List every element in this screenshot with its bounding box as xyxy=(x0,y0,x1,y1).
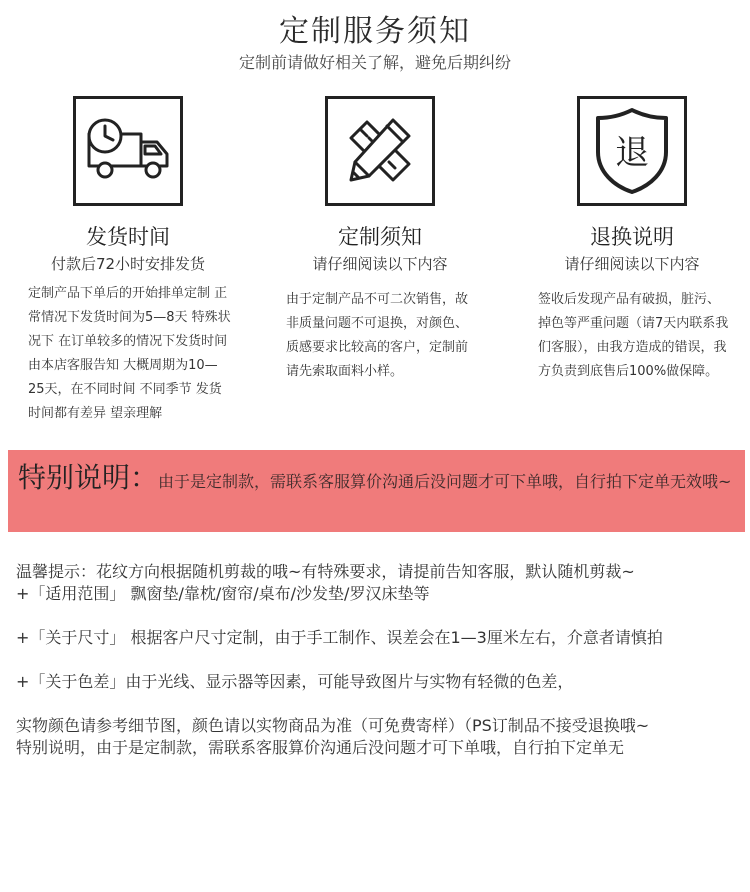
returns-subtitle: 请仔细阅读以下内容 xyxy=(564,255,700,273)
special-notice-banner xyxy=(8,450,745,532)
delivery-truck-clock-icon xyxy=(83,116,173,186)
page-subtitle: 定制前请做好相关了解，避免后期纠纷 xyxy=(238,53,511,72)
custom-subtitle: 请仔细阅读以下内容 xyxy=(312,255,448,273)
note-tip: 温馨提示：花纹方向根据随机剪裁的哦~有特殊要求，请提前告知客服，默认随机剪裁~ xyxy=(16,562,635,581)
special-notice-lead: 特别说明： xyxy=(18,461,159,494)
returns-title: 退换说明 xyxy=(590,225,674,249)
note-special-repeat: 特别说明，由于是定制款，需联系客服算价沟通后没问题才可下单哦，自行拍下定单无 xyxy=(16,738,625,757)
return-shield-icon xyxy=(592,106,672,196)
info-column-delivery xyxy=(8,96,248,426)
custom-title: 定制须知 xyxy=(338,225,422,249)
special-notice-text: 由于是定制款，需联系客服算价沟通后没问题才可下单哦，自行拍下定单无效哦~ xyxy=(158,472,732,491)
note-color: +「关于色差」由于光线、显示器等因素，可能导致图片与实物有轻微的色差， xyxy=(16,672,574,691)
return-glyph: 退 xyxy=(615,133,649,173)
note-size: +「关于尺寸」 根据客户尺寸定制，由于手工制作、误差会在1—3厘米左右，介意者请慎拍 xyxy=(16,628,663,647)
notes-section xyxy=(16,561,742,759)
custom-body: 由于定制产品不可二次销售，故非质量问题不可退换，对颜色、质感要求比较高的客户，定制前请先索取面料小样。 xyxy=(286,292,469,379)
note-scope: +「适用范围」 飘窗垫/靠枕/窗帘/桌布/沙发垫/罗汉床垫等 xyxy=(16,584,430,603)
note-real-color: 实物颜色请参考细节图，颜色请以实物商品为准（可免费寄样）（PS订制品不接受退换哦~ xyxy=(16,716,650,735)
page-title: 定制服务须知 xyxy=(279,14,471,49)
delivery-body: 定制产品下单后的开始排单定制 正常情况下发货时间为5—8天 特殊状况下 在订单较多的情况下发货时间由本店客服告知 大概周期为10—25天，在不同时间 不同季节 发货时间都有差异 望亲理解 xyxy=(28,286,231,421)
delivery-title: 发货时间 xyxy=(86,225,170,249)
custom-icon-box xyxy=(325,96,435,206)
returns-body: 签收后发现产品有破损，脏污、掉色等严重问题（请7天内联系我们客服），由我方造成的错误，我方负责到底售后100%做保障。 xyxy=(538,292,729,379)
delivery-subtitle: 付款后72小时安排发货 xyxy=(50,255,206,273)
returns-icon-box xyxy=(577,96,687,206)
info-column-returns xyxy=(512,96,750,384)
ruler-pencil-icon xyxy=(337,108,423,194)
info-column-custom xyxy=(260,96,500,384)
delivery-icon-box xyxy=(73,96,183,206)
